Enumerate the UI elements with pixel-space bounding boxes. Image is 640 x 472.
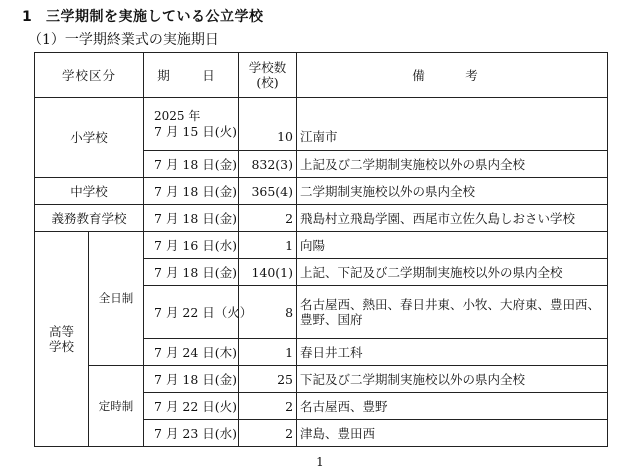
page-number: 1 [316,455,324,469]
date-cell: 7 月 18 日(金) [144,366,239,393]
section-heading [22,6,264,26]
note-cell: 春日井工科 [297,339,608,366]
note-cell: 江南市 [297,98,608,151]
count-cell: 10 [239,98,297,151]
count-cell: 1 [239,232,297,259]
count-cell: 8 [239,286,297,339]
category-compulsory: 義務教育学校 [35,205,144,232]
header-count-unit: (校) [256,75,279,90]
note-cell: 上記、下記及び二学期制実施校以外の県内全校 [297,259,608,286]
date-cell: 7 月 23 日(水) [144,420,239,447]
header-date: 期 日 [144,53,239,98]
high-school-label-2: 学校 [48,339,74,354]
date-cell: 7 月 22 日（火） [144,286,239,339]
date-cell: 7 月 22 日(火) [144,393,239,420]
table-row [35,205,608,232]
date-value: 7 月 15 日(火) [154,124,238,139]
subcategory-fulltime: 全日制 [89,232,144,366]
header-school-count [239,53,297,98]
count-cell: 832(3) [239,151,297,178]
date-cell [144,98,239,151]
note-cell: 二学期制実施校以外の県内全校 [297,178,608,205]
note-line: 豊野、国府 [300,312,363,327]
count-cell: 2 [239,420,297,447]
table-row [35,178,608,205]
note-cell: 上記及び二学期制実施校以外の県内全校 [297,151,608,178]
count-cell: 2 [239,205,297,232]
date-cell: 7 月 18 日(金) [144,205,239,232]
section-title: 三学期制を実施している公立学校 [46,9,264,25]
table-row [35,366,608,393]
count-cell: 1 [239,339,297,366]
closing-ceremony-table [34,52,608,447]
count-cell: 365(4) [239,178,297,205]
note-cell: 下記及び二学期制実施校以外の県内全校 [297,366,608,393]
category-elementary: 小学校 [35,98,144,178]
count-cell: 140(1) [239,259,297,286]
note-cell: 向陽 [297,232,608,259]
section-number: 1 [22,9,33,25]
subcategory-parttime: 定時制 [89,366,144,447]
header-count-label: 学校数 [248,60,287,75]
date-cell: 7 月 24 日(木) [144,339,239,366]
count-cell: 2 [239,393,297,420]
header-school-category: 学校区分 [35,53,144,98]
date-cell: 7 月 16 日(水) [144,232,239,259]
note-cell [297,286,608,339]
date-cell: 7 月 18 日(金) [144,178,239,205]
note-cell: 飛島村立飛島学園、西尾市立佐久島しおさい学校 [297,205,608,232]
table-row [35,232,608,259]
high-school-label-1: 高等 [48,324,74,339]
table-row [35,98,608,151]
date-cell: 7 月 18 日(金) [144,151,239,178]
table-header-row [35,53,608,98]
subsection-heading: （1）一学期終業式の実施期日 [28,32,219,48]
note-line: 名古屋西、熱田、春日井東、小牧、大府東、豊田西、 [300,297,601,312]
note-cell: 津島、豊田西 [297,420,608,447]
note-cell: 名古屋西、豊野 [297,393,608,420]
count-cell: 25 [239,366,297,393]
header-remarks: 備 考 [297,53,608,98]
year-label: 2025 年 [154,109,201,123]
date-cell: 7 月 18 日(金) [144,259,239,286]
category-high-school [35,232,89,447]
category-junior-high: 中学校 [35,178,144,205]
